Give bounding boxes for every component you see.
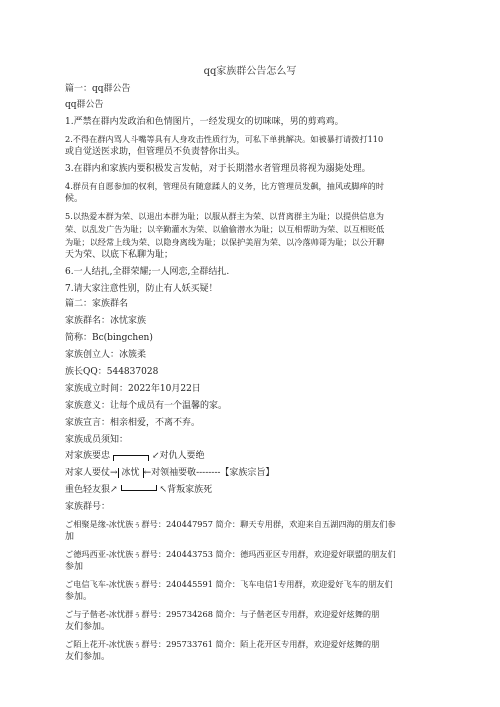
motto-row-2-left: 对家人要仗→ <box>65 468 118 478</box>
section-heading: 篇一：qq群公告 <box>65 84 131 94</box>
field-group-name: 家族群名：冰忧家族 <box>65 316 147 326</box>
field-founder: 家族创立人：冰簇柔 <box>65 350 147 360</box>
field-member-notice: 家族成员须知： <box>65 435 129 445</box>
motto-row-3-right: ↖背叛家族死 <box>159 485 213 495</box>
motto-center-name: 冰忧 <box>118 468 144 478</box>
rule-5-line-1: 5.以热爱本群为荣、以退出本群为耻；以服从群主为荣、以背离群主为耻；以提供信息为 <box>65 211 384 221</box>
rule-5-line-2: 荣、以乱发广告为耻；以辛勤灌水为荣、以偷偷潜水为耻；以互相帮助为荣、以互相贬低 <box>65 224 385 234</box>
groups-heading: 家族群号： <box>65 502 111 512</box>
group-5-line-2: 友们参加。 <box>65 652 111 662</box>
rule-7: 7.请大家注意性别，防止有人妖买疑！ <box>65 284 218 294</box>
motto-row-3 <box>65 484 445 496</box>
motto-row-1-right: ↙对仇人要绝 <box>152 451 205 461</box>
rule-1: 1.严禁在群内发政治和色情图片，一经发现女的切咪咪，男的剪鸡鸡。 <box>65 117 344 127</box>
field-founded-date: 家族成立时间：2022年10月22日 <box>65 384 201 394</box>
motto-row-1-left: 对家族要忠 <box>65 451 111 461</box>
group-3-line-1: ご电信飞车-冰忧族ぅ群号：240445591 简介：飞车电信1专用群，欢迎爱好飞车的朋友们 <box>65 579 393 589</box>
group-4-line-2: 友们参加。 <box>65 622 111 632</box>
group-4-line-1: ご与子偕老-冰忧群ぅ群号：295734268 简介：与子偕老区专用群，欢迎爱好炫舞的朋 <box>65 609 380 619</box>
rule-5-line-4: 天为荣、以底下私聊为耻； <box>65 250 174 260</box>
rule-4-line-1: 4.群员有自愿参加的权利，管理员有随意蹂人的义务，比方管理员发飙，抽风或脚痒的时 <box>65 181 384 191</box>
rule-6: 6.一人结扎,全群荣耀;一人网恋,全群结扎. <box>65 267 230 277</box>
motto-row-2 <box>65 467 445 479</box>
field-meaning: 家族意义：让每个成员有一个温馨的家。 <box>65 401 228 411</box>
group-1-line-1: ご相聚是缘-冰忧族ぅ群号：240447957 简介：聊天专用群，欢迎来自五湖四海的朋友们参 <box>65 519 396 529</box>
section-subheading: qq群公告 <box>65 100 104 110</box>
rule-3: 3.在群内和家族内要积极发言发帖，对于长期潜水者管理员将视为溺毙处理。 <box>65 164 371 174</box>
rule-5-line-3: 为耻；以经常上线为荣、以隐身离线为耻；以保护美眉为荣、以冷落帅哥为耻；以公开聊 <box>65 237 385 247</box>
field-declaration: 家族宣言：相亲相爱，不离不弃。 <box>65 418 201 428</box>
field-leader-qq: 族长QQ：544837028 <box>65 367 159 377</box>
rule-2-line-2: 或自觉送医求助，但管理员不负责替你出头。 <box>65 147 246 157</box>
group-3-line-2: 参加。 <box>65 592 93 602</box>
motto-row-2-right: ←对领袖要敬--------【家族宗旨】 <box>143 468 275 478</box>
document-title: qq家族群公告怎么写 <box>203 66 297 77</box>
rule-2-line-1: 2.不得在群内骂人斗嘴等具有人身攻击性质行为，可私下单挑解决。如被暴打请拨打110 <box>65 134 384 144</box>
group-2-line-2: 参加 <box>65 562 84 572</box>
field-short-name: 简称：Bc(bingchen) <box>65 333 153 343</box>
bracket-bottom-icon <box>121 485 157 491</box>
group-1-line-2: 加 <box>65 532 75 542</box>
rule-4-line-2: 候。 <box>65 194 84 204</box>
motto-row-3-left: 重色轻友狠↗ <box>65 485 118 495</box>
group-5-line-1: ご陌上花开-冰忧族ぅ群号：295733761 简介：陌上花开区专用群，欢迎爱好炫舞的朋 <box>65 639 380 649</box>
motto-row-1 <box>65 450 445 462</box>
section-heading-2: 篇二：家族群名 <box>65 299 129 309</box>
group-2-line-1: ご德玛西亚-冰忧族ぅ群号：240443753 简介：德玛西亚区专用群，欢迎爱好联盟的朋友们 <box>65 549 396 559</box>
bracket-top-icon <box>113 455 149 461</box>
